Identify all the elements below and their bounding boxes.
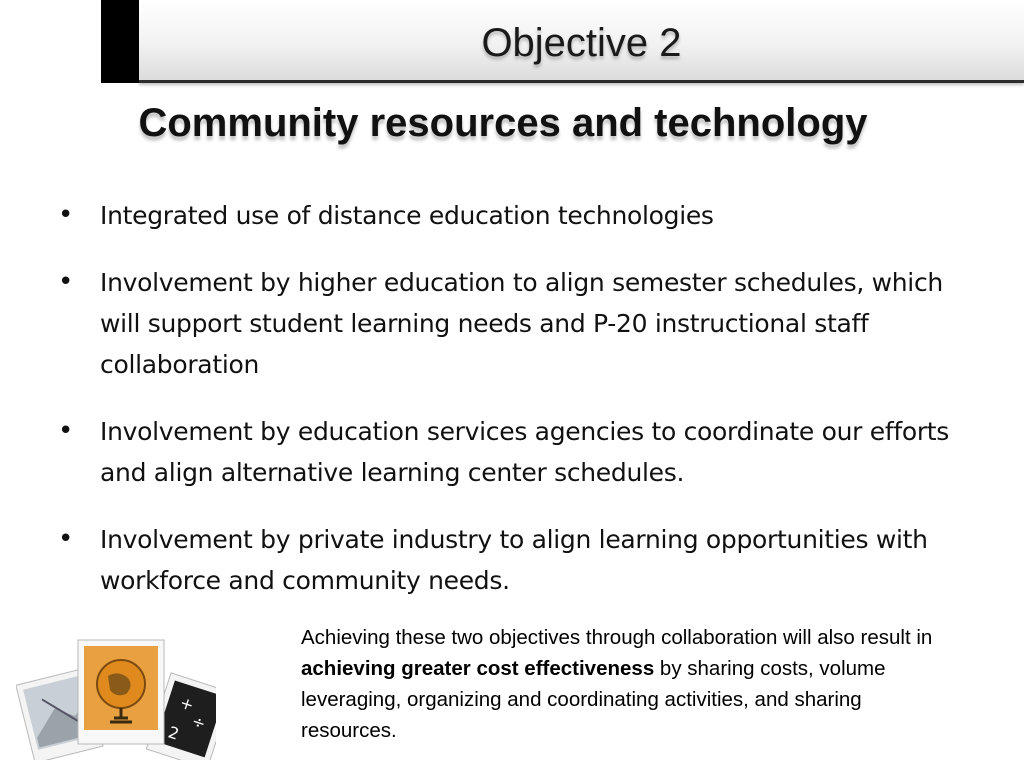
- slide-title: Objective 2: [481, 21, 682, 65]
- globe-icon: [78, 640, 164, 744]
- bullet-list: [58, 195, 988, 627]
- bullet-item: • Involvement by education services agencies to coordinate our efforts and align alternative learning center schedules.: [58, 411, 988, 493]
- svg-text:2: 2: [165, 722, 182, 744]
- slide-subtitle: Community resources and technology: [138, 101, 868, 145]
- bullet-item: • Involvement by private industry to align learning opportunities with workforce and community needs.: [58, 519, 988, 601]
- bullet-item: • Integrated use of distance education technologies: [58, 195, 988, 236]
- header-accent-block: [101, 0, 139, 83]
- education-clipart: [16, 636, 216, 760]
- note-text: Achieving these two objectives through collaboration will also result in: [301, 626, 933, 649]
- svg-text:+: +: [177, 692, 197, 715]
- summary-note: [301, 622, 961, 746]
- note-emphasis: achieving greater cost effectiveness: [301, 657, 655, 680]
- bullet-item: • Involvement by higher education to align semester schedules, which will support student learning needs and P-20 instructional staff collaboration: [58, 262, 988, 385]
- note-text: by sharing costs, volume leveraging, organizing and coordinating activities, and sharing resources.: [301, 657, 886, 742]
- svg-text:÷: ÷: [189, 711, 209, 734]
